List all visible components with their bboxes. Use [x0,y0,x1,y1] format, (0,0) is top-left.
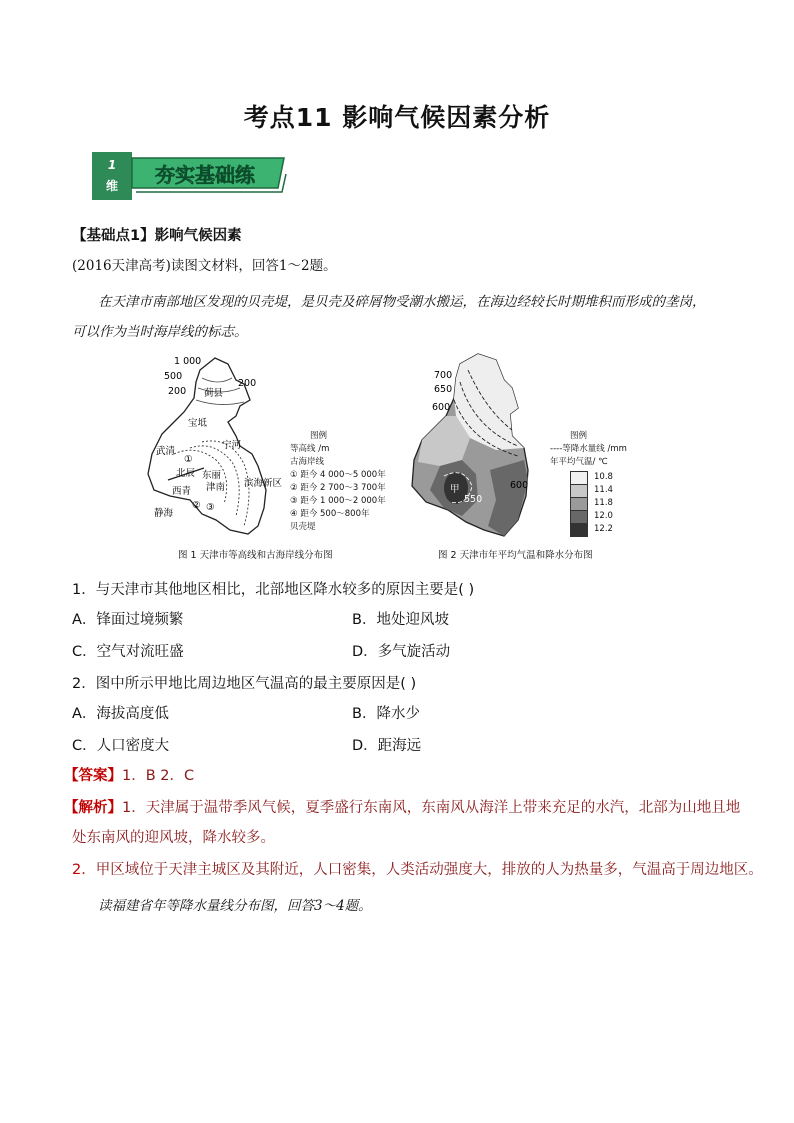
analysis-line-3 [72,860,763,880]
figure-2 [400,350,660,565]
analysis-2-number: 2． [72,862,96,878]
q1-option-c: C．空气对流旺盛 [72,644,184,660]
next-intro: 读福建省年等降水量线分布图，回答3～4题。 [98,898,372,914]
temp-scale-row [570,510,627,523]
page-title: 考点11 影响气候因素分析 [243,103,551,132]
analysis-tag: 【解析】 [64,800,122,816]
place-jixian: 蓟县 [204,388,224,399]
legend-contour: 等高线 /m [290,444,330,454]
place-dongli: 东丽 [202,470,222,481]
figure-1 [140,350,400,565]
temp-scale-row [570,523,627,536]
label-jia: 甲 [450,484,460,495]
marker-3: ③ [206,502,215,513]
place-xiqing: 西青 [172,486,192,497]
banner-label: 夯实基础练 [155,163,255,187]
figure-2-legend [550,430,627,536]
contour-label-1000: 1 000 [174,356,202,367]
figure-1-caption: 图 1 天津市等高线和古海岸线分布图 [178,550,333,561]
banner-graphic [92,152,288,200]
marker-2: ② [192,500,201,511]
analysis-text-1: 1．天津属于温带季风气候，夏季盛行东南风，东南风从海洋上带来充足的水汽，北部为山地且地 [122,800,741,816]
place-binhai: 滨海新区 [244,478,283,489]
temp-label: 11.4 [594,485,613,495]
legend-item-1: ① 距今 4 000～5 000年 [290,470,386,480]
temp-label: 12.2 [594,524,613,534]
marker-1: ① [184,454,193,465]
figure-2-legend-title: 图例 [570,431,588,441]
figure-1-legend-title: 图例 [310,431,328,441]
banner-badge-number: 1 [107,158,117,172]
contour-label-500: 500 [164,371,183,382]
place-baodi: 宝坻 [188,418,208,429]
figure-2-caption: 图 2 天津市年平均气温和降水分布图 [438,550,593,561]
isohyet-700: 700 [434,370,453,381]
temp-scale-row [570,471,627,484]
section-banner [92,152,288,200]
temp-label: 11.8 [594,498,613,508]
q2-option-a: A．海拔高度低 [72,706,169,722]
temp-swatch [570,510,588,524]
temp-swatch [570,497,588,511]
analysis-2-text: 甲区域位于天津主城区及其附近，人口密集，人类活动强度大，排放的人为热量多，气温高于周边地区。 [95,862,763,878]
q1-option-a: A．锋面过境频繁 [72,612,184,628]
legend-temp-title: 年平均气温/ ℃ [550,457,608,467]
q2-option-c: C．人口密度大 [72,738,170,754]
temp-swatch [570,471,588,485]
legend-item-3: ③ 距今 1 000～2 000年 [290,496,386,506]
contour-label-200a: 200 [168,386,187,397]
question-2-stem: 2．图中所示甲地比周边地区气温高的最主要原因是( ) [72,676,417,692]
answer-line [64,766,194,786]
place-ninghe: 宁河 [222,440,242,451]
intro-text: (2016天津高考)读图文材料，回答1～2题。 [72,258,337,274]
place-wuqing: 武清 [156,446,176,457]
answer-tag: 【答案】 [64,768,122,784]
analysis-line-2: 处东南风的迎风坡，降水较多。 [72,830,275,846]
temp-swatch [570,484,588,498]
analysis-line-1 [64,798,740,818]
isohyet-600b: 600 [510,480,529,491]
isohyet-600a: 600 [432,402,451,413]
section-heading: 【基础点1】影响气候因素 [72,228,242,244]
isohyet-550: 550 [464,494,483,505]
question-1-stem: 1．与天津市其他地区相比，北部地区降水较多的原因主要是( ) [72,582,475,598]
passage-line-2: 可以作为当时海岸线的标志。 [72,324,248,340]
q1-option-d: D．多气旋活动 [352,644,451,660]
legend-item-4: ④ 距今 500～800年 [290,509,370,519]
figure-1-legend [290,430,386,534]
place-jinnan: 津南 [206,482,226,493]
contour-label-200b: 200 [238,378,257,389]
answer-text: 1．B 2．C [122,768,195,784]
temp-label: 10.8 [594,472,613,482]
legend-coastline: 古海岸线 [290,457,325,467]
temp-scale-row [570,484,627,497]
banner-badge-char: 维 [105,179,119,193]
temp-swatch [570,523,588,537]
legend-isohyet: ----等降水量线 /mm [550,444,627,454]
q2-option-d: D．距海远 [352,738,422,754]
place-beichen: 北辰 [176,468,196,479]
q2-option-b: B．降水少 [352,706,420,722]
temp-label: 12.0 [594,511,613,521]
passage-line-1: 在天津市南部地区发现的贝壳堤，是贝壳及碎屑物受潮水搬运，在海边经较长时期堆积而形成的垄岗， [98,294,706,310]
legend-shell-ridge: 贝壳堤 [290,522,316,532]
q1-option-b: B．地处迎风坡 [352,612,449,628]
temp-scale-row [570,497,627,510]
place-jinghai: 静海 [154,508,174,519]
legend-item-2: ② 距今 2 700～3 700年 [290,483,386,493]
isohyet-650: 650 [434,384,453,395]
temperature-scale [570,471,627,536]
